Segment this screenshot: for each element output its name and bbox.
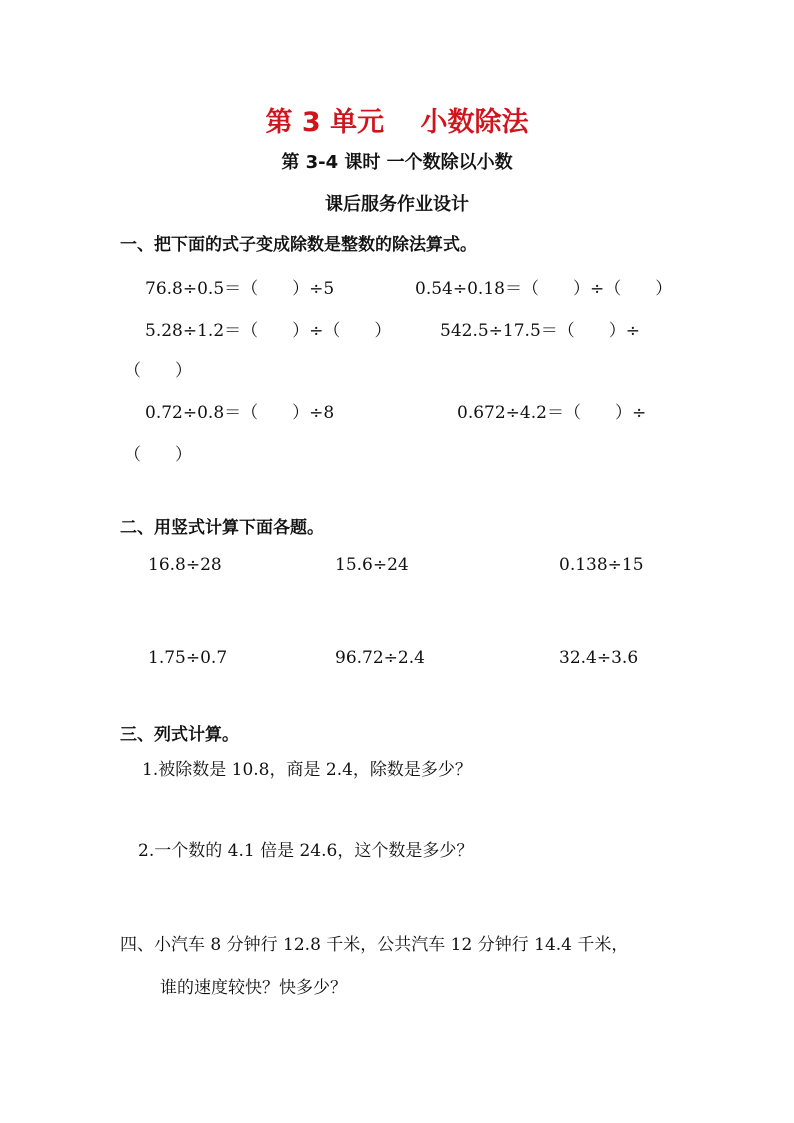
- section-4-line-1: 四、小汽车 8 分钟行 12.8 千米，公共汽车 12 分钟行 14.4 千米，: [120, 935, 629, 955]
- section-2-heading: 二、用竖式计算下面各题。: [120, 518, 324, 538]
- page-title: 第 3 单元 小数除法: [265, 107, 529, 138]
- problem-4: 1.75÷0.7: [148, 648, 228, 668]
- s1-row3-wrap: （ ）: [124, 445, 192, 465]
- problem-6: 32.4÷3.6: [559, 648, 639, 668]
- section-4-line-2: 谁的速度较快？快多少？: [160, 978, 347, 998]
- s1-row2-left: 5.28÷1.2＝（ ）÷（ ）: [145, 321, 392, 341]
- s1-row2-right: 542.5÷17.5＝（ ）÷: [440, 321, 641, 341]
- s3-question-2: 2.一个数的 4.1 倍是 24.6，这个数是多少？: [138, 841, 474, 861]
- section-1-heading: 一、把下面的式子变成除数是整数的除法算式。: [120, 235, 477, 255]
- problem-1: 16.8÷28: [148, 555, 222, 575]
- problem-3: 0.138÷15: [559, 555, 644, 575]
- problem-2: 15.6÷24: [335, 555, 409, 575]
- s1-row2-wrap: （ ）: [124, 361, 192, 381]
- section-3-heading: 三、列式计算。: [120, 725, 239, 745]
- s1-row3-right: 0.672÷4.2＝（ ）÷: [457, 403, 647, 423]
- lesson-title: 第 3-4 课时 一个数除以小数: [281, 152, 513, 173]
- problem-5: 96.72÷2.4: [335, 648, 425, 668]
- s1-row1-right: 0.54÷0.18＝（ ）÷（ ）: [415, 279, 673, 299]
- s3-question-1: 1.被除数是 10.8，商是 2.4，除数是多少？: [142, 760, 472, 780]
- page-subtitle: 课后服务作业设计: [325, 194, 469, 215]
- s1-row1-left: 76.8÷0.5＝（ ）÷5: [145, 279, 335, 299]
- s1-row3-left: 0.72÷0.8＝（ ）÷8: [145, 403, 335, 423]
